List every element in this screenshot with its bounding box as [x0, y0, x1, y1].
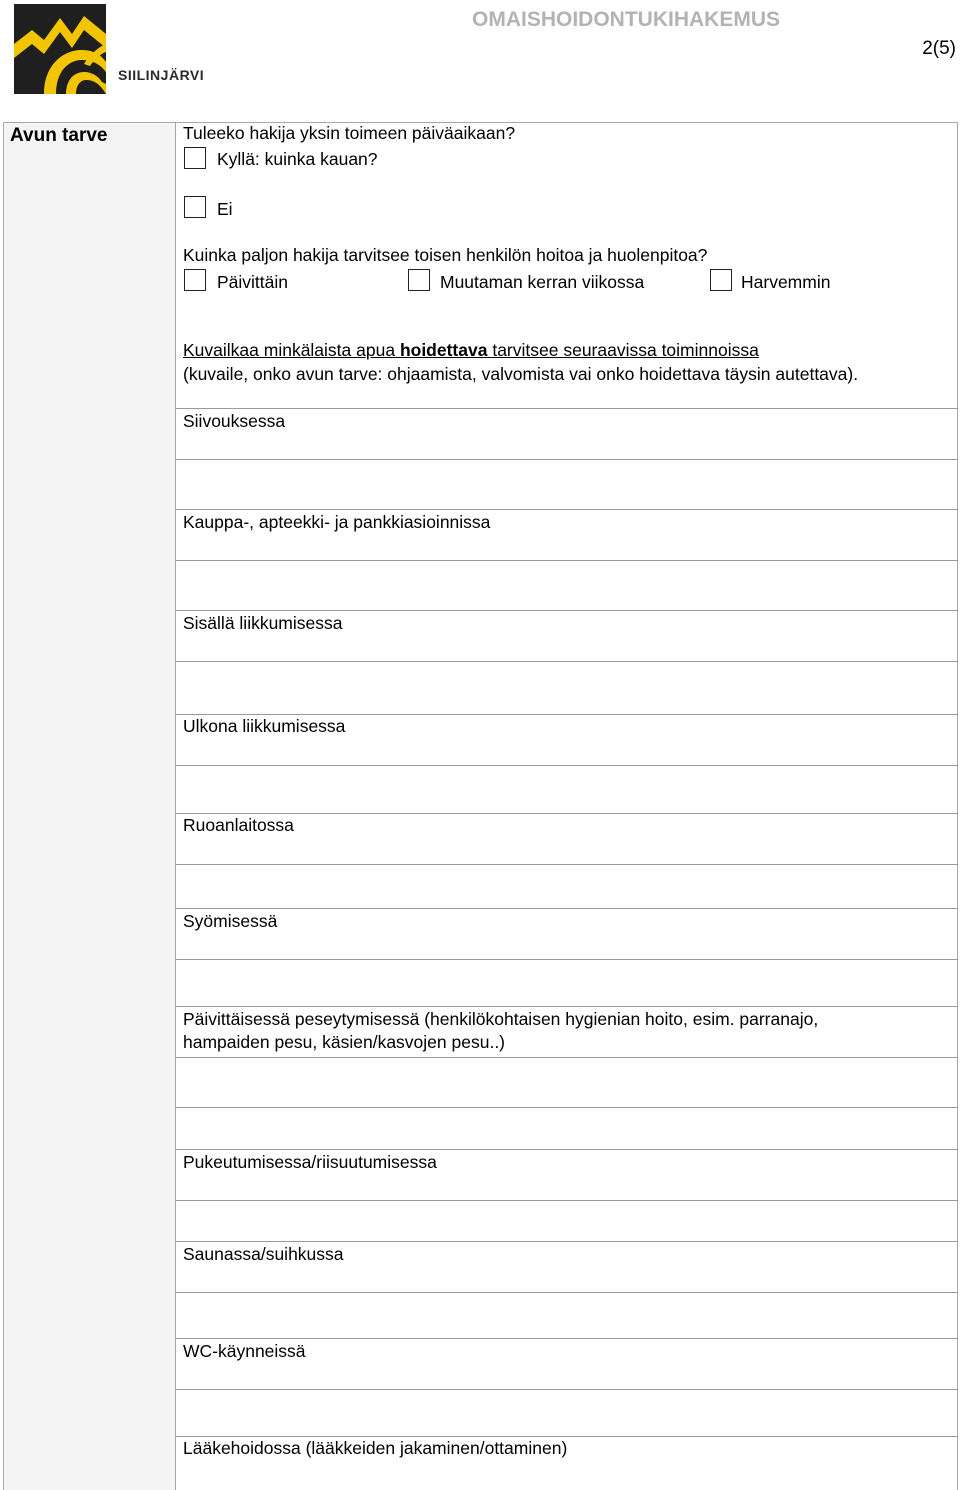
org-name: SIILINJÄRVI: [118, 67, 205, 83]
row-divider: [176, 509, 958, 510]
answer-line[interactable]: [176, 1389, 958, 1390]
activity-washing: Päivittäisessä peseytymisessä (henkilökohtaisen hygienian hoito, esim. parranajo,: [183, 1009, 819, 1029]
row-divider: [176, 1006, 958, 1007]
help-need-form: [3, 122, 958, 1490]
answer-line[interactable]: [176, 1200, 958, 1201]
option-weekly-label: Muutaman kerran viikossa: [440, 272, 645, 292]
describe-part1: Kuvailkaa minkälaista apua: [183, 340, 400, 360]
option-daily-label: Päivittäin: [217, 272, 289, 292]
row-divider: [176, 908, 958, 909]
question-alone-daytime: Tuleeko hakija yksin toimeen päiväaikaan?: [183, 123, 516, 143]
activity-toilet: WC-käynneissä: [183, 1341, 306, 1361]
answer-line[interactable]: [176, 661, 958, 662]
row-divider: [176, 813, 958, 814]
activity-outdoor-mobility: Ulkona liikkumisessa: [183, 716, 346, 736]
activity-sauna-shower: Saunassa/suihkussa: [183, 1244, 344, 1264]
row-divider: [176, 1338, 958, 1339]
row-divider: [176, 1149, 958, 1150]
page-number: 2(5): [922, 38, 956, 59]
activity-indoor-mobility: Sisällä liikkumisessa: [183, 613, 343, 633]
checkbox-no[interactable]: [184, 196, 206, 218]
question-care-frequency: Kuinka paljon hakija tarvitsee toisen henkilön hoitoa ja huolenpitoa?: [183, 245, 708, 265]
activity-medication: Lääkehoidossa (lääkkeiden jakaminen/ottaminen): [183, 1438, 568, 1458]
activity-shopping: Kauppa-, apteekki- ja pankkiasioinnissa: [183, 512, 491, 532]
option-yes-label: Kyllä: kuinka kauan?: [217, 149, 378, 169]
describe-bold: hoidettava: [399, 340, 488, 360]
option-no-label: Ei: [217, 199, 233, 219]
activity-cooking: Ruoanlaitossa: [183, 815, 294, 835]
activity-washing-cont: hampaiden pesu, käsien/kasvojen pesu..): [183, 1032, 506, 1052]
section-label-column: [4, 123, 176, 1490]
row-divider: [176, 1241, 958, 1242]
checkbox-rarely[interactable]: [710, 269, 732, 291]
activity-cleaning: Siivouksessa: [183, 411, 286, 431]
document-title: OMAISHOIDONTUKIHAKEMUS: [472, 8, 780, 31]
checkbox-yes[interactable]: [184, 147, 206, 169]
checkbox-daily[interactable]: [184, 269, 206, 291]
answer-line[interactable]: [176, 560, 958, 561]
answer-line[interactable]: [176, 459, 958, 460]
row-divider: [176, 714, 958, 715]
answer-line[interactable]: [176, 765, 958, 766]
answer-line[interactable]: [176, 864, 958, 865]
activity-eating: Syömisessä: [183, 911, 278, 931]
describe-part3: tarvitsee seuraavissa toiminnoissa: [487, 340, 759, 360]
answer-line[interactable]: [176, 1292, 958, 1293]
describe-instruction: [183, 340, 759, 361]
describe-note: (kuvaile, onko avun tarve: ohjaamista, valvomista vai onko hoidettava täysin autettava).: [183, 364, 859, 384]
row-divider: [176, 1107, 958, 1108]
siilinjarvi-logo-icon: [14, 4, 106, 94]
row-divider: [176, 408, 958, 409]
activity-dressing: Pukeutumisessa/riisuutumisessa: [183, 1152, 437, 1172]
checkbox-weekly[interactable]: [408, 269, 430, 291]
row-divider: [176, 610, 958, 611]
option-rarely-label: Harvemmin: [741, 272, 831, 292]
row-divider: [176, 1436, 958, 1437]
answer-line[interactable]: [176, 959, 958, 960]
section-label: Avun tarve: [10, 125, 108, 146]
answer-line[interactable]: [176, 1057, 958, 1058]
